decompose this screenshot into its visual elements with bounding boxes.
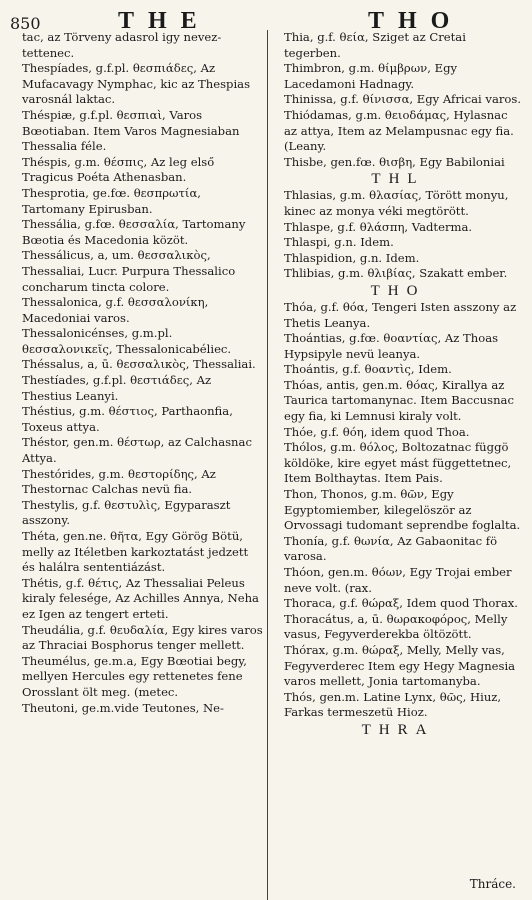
dictionary-entry: Thlaspidion, g.n. Idem. — [284, 250, 420, 265]
dictionary-entry: Thóa, g.f. θόα, Tengeri Isten asszony az Thetis Leanya. — [284, 299, 517, 330]
dictionary-entry: Thlibias, g.m. θλιβίας, Szakatt ember. — [284, 266, 508, 281]
catchword-wrap — [270, 876, 526, 892]
dictionary-entry: Thoántis, g.f. θοαντὶς, Idem. — [284, 362, 452, 377]
dictionary-entry: Thólos, g.m. θόλος, Boltozatnac függö köldöke, kire egyet mást függettetnec, Item Bolthaytas. Item Pais. — [284, 440, 512, 486]
dictionary-entry: Thétis, g.f. θέτις, Az Thessaliai Peleus kiraly felesége, Az Achilles Annya, Neha ez Igen az tengert erteti. — [22, 575, 259, 621]
dictionary-entry: Thoántias, g.fœ. θοαντίας, Az Thoas Hypsipyle nevü leanya. — [284, 331, 499, 361]
dictionary-entry: Thós, gen.m. Latine Lynx, θῶς, Hiuz, Farkas termeszetü Hioz. — [284, 689, 502, 720]
dictionary-entry: Thestórides, g.m. θεστορίδης, Az Thestornac Calchas nevü fia. — [22, 466, 216, 497]
dictionary-entry: Thóon, gen.m. θόων, Egy Trojai ember neve volt. (rax. — [284, 565, 512, 595]
dictionary-entry: Théstor, gen.m. θέστωρ, az Calchasnac Attya. — [22, 435, 252, 466]
section-heading: THRA — [361, 721, 435, 738]
dictionary-entry: Thessálicus, a, um. θεσσαλικὸς, Thessaliai, Lucr. Purpura Thessalico concharum tincta colore. — [22, 248, 236, 294]
section-heading: THL — [371, 171, 425, 188]
dictionary-entry: Thlaspi, g.n. Idem. — [284, 235, 394, 250]
catchword: Thráce. — [469, 877, 516, 891]
dictionary-entry: Théspiæ, g.f.pl. θεσπιαὶ, Varos Bœotiaban. Item Varos Magnesiaban Thessalia féle. — [22, 107, 240, 154]
left-column — [10, 30, 267, 900]
dictionary-entry: Théssalus, a, ū. θεσσαλικὸς, Thessaliai. — [22, 357, 256, 372]
dictionary-entry: Théstius, g.m. θέστιος, Parthaonfia, Toxeus attya. — [22, 404, 233, 434]
dictionary-entry: Thoracátus, a, ū. θωρακοφόρος, Melly vasus, Fegyverderekba öltözött. — [284, 611, 508, 642]
dictionary-entry: Thonía, g.f. θωνία, Az Gabaonitac fö varosa. — [284, 533, 498, 564]
dictionary-entry: Theudália, g.f. θευδαλία, Egy kires varos az Thraciai Bosphorus tenger mellett. — [22, 622, 263, 653]
dictionary-entry: Thiódamas, g.m. θειοδάμας, Hylasnac az attya, Item az Melampusnac egy fia. (Leany. — [284, 107, 514, 154]
dictionary-entry: Théspis, g.m. θέσπις, Az leg első Tragicus Poéta Athenasban. — [22, 154, 215, 185]
running-head-right: THO — [368, 8, 464, 34]
dictionary-entry: Thia, g.f. θεία, Sziget az Cretai tegerben. — [284, 30, 466, 60]
dictionary-entry: Thlasias, g.m. θλασίας, Törött monyu, kinec az monya véki megtörött. — [284, 188, 509, 218]
dictionary-entry: Thesprotia, ge.fœ. θεσπρωτία, Tartomany Epirusban. — [22, 185, 201, 216]
dictionary-entry: Thon, Thonos, g.m. θῶν, Egy Egyptomiember, kilegelöször az Orvossagi tudomant seprendbe foglalta. — [284, 487, 521, 533]
dictionary-entry: Thessalonica, g.f. θεσσαλονίκη, Macedoniai varos. — [22, 295, 209, 325]
page-number: 850 — [10, 14, 41, 33]
dictionary-entry: Thestíades, g.f.pl. θεστιάδες, Az Thestius Leanyi. — [22, 373, 212, 403]
dictionary-entry: Thóas, antis, gen.m. θόας, Kirallya az Taurica tartomanynac. Item Baccusnac egy fia, ki Lemnusi kiraly volt. — [284, 377, 514, 424]
dictionary-entry: Théta, gen.ne. θῆτα, Egy Görög Bötü, melly az Itéletben karkoztatást jedzett és halálra sententiázást. — [22, 529, 249, 575]
dictionary-entry: Thimbron, g.m. θίμβρων, Egy Lacedamoni Hadnagy. — [284, 61, 458, 91]
dictionary-entry: Theumélus, ge.m.a, Egy Bœotiai begy, mellyen Hercules egy rettenetes fene Orosslant ölt meg. (metec. — [22, 653, 247, 699]
dictionary-entry: Thespíades, g.f.pl. θεσπιάδες, Az Mufacavagy Nymphac, kic az Thespias varosnál laktac. — [22, 61, 251, 107]
dictionary-entry: Thóe, g.f. θόη, idem quod Thoa. — [284, 424, 470, 439]
dictionary-entry: Thoraca, g.f. θώραξ, Idem quod Thorax. — [284, 596, 518, 611]
dictionary-entry: tac, az Törveny adasrol igy nevez-tettenec. — [22, 30, 222, 60]
running-head-left: THE — [118, 8, 211, 34]
dictionary-entry: Thlaspe, g.f. θλάσπη, Vadterma. — [284, 219, 473, 234]
right-column — [267, 30, 528, 900]
dictionary-entry: Thessália, g.fœ. θεσσαλία, Tartomany Bœotia és Macedonia közöt. — [22, 217, 246, 247]
dictionary-entry: Thinissa, g.f. θίνισσα, Egy Africai varos. — [284, 92, 522, 107]
dictionary-entry: Thórax, g.m. θώραξ, Melly, Melly vas, Fegyverderec Item egy Hegy Magnesia varos mellett, Jonia tartomanyba. — [284, 642, 516, 689]
dictionary-entry: Thessalonicénses, g.m.pl. θεσσαλονικεῖς, Thessalonicabéliec. — [22, 326, 232, 356]
dictionary-entry: Thisbe, gen.fœ. θισβη, Egy Babiloniai — [284, 154, 505, 169]
two-columns — [10, 30, 528, 900]
dictionary-entry: Theutoni, ge.m.vide Teutones, Ne- — [22, 700, 224, 715]
section-heading: THO — [370, 282, 426, 299]
dictionary-entry: Thestylis, g.f. θεστυλὶς, Egyparaszt asszony. — [22, 497, 231, 528]
